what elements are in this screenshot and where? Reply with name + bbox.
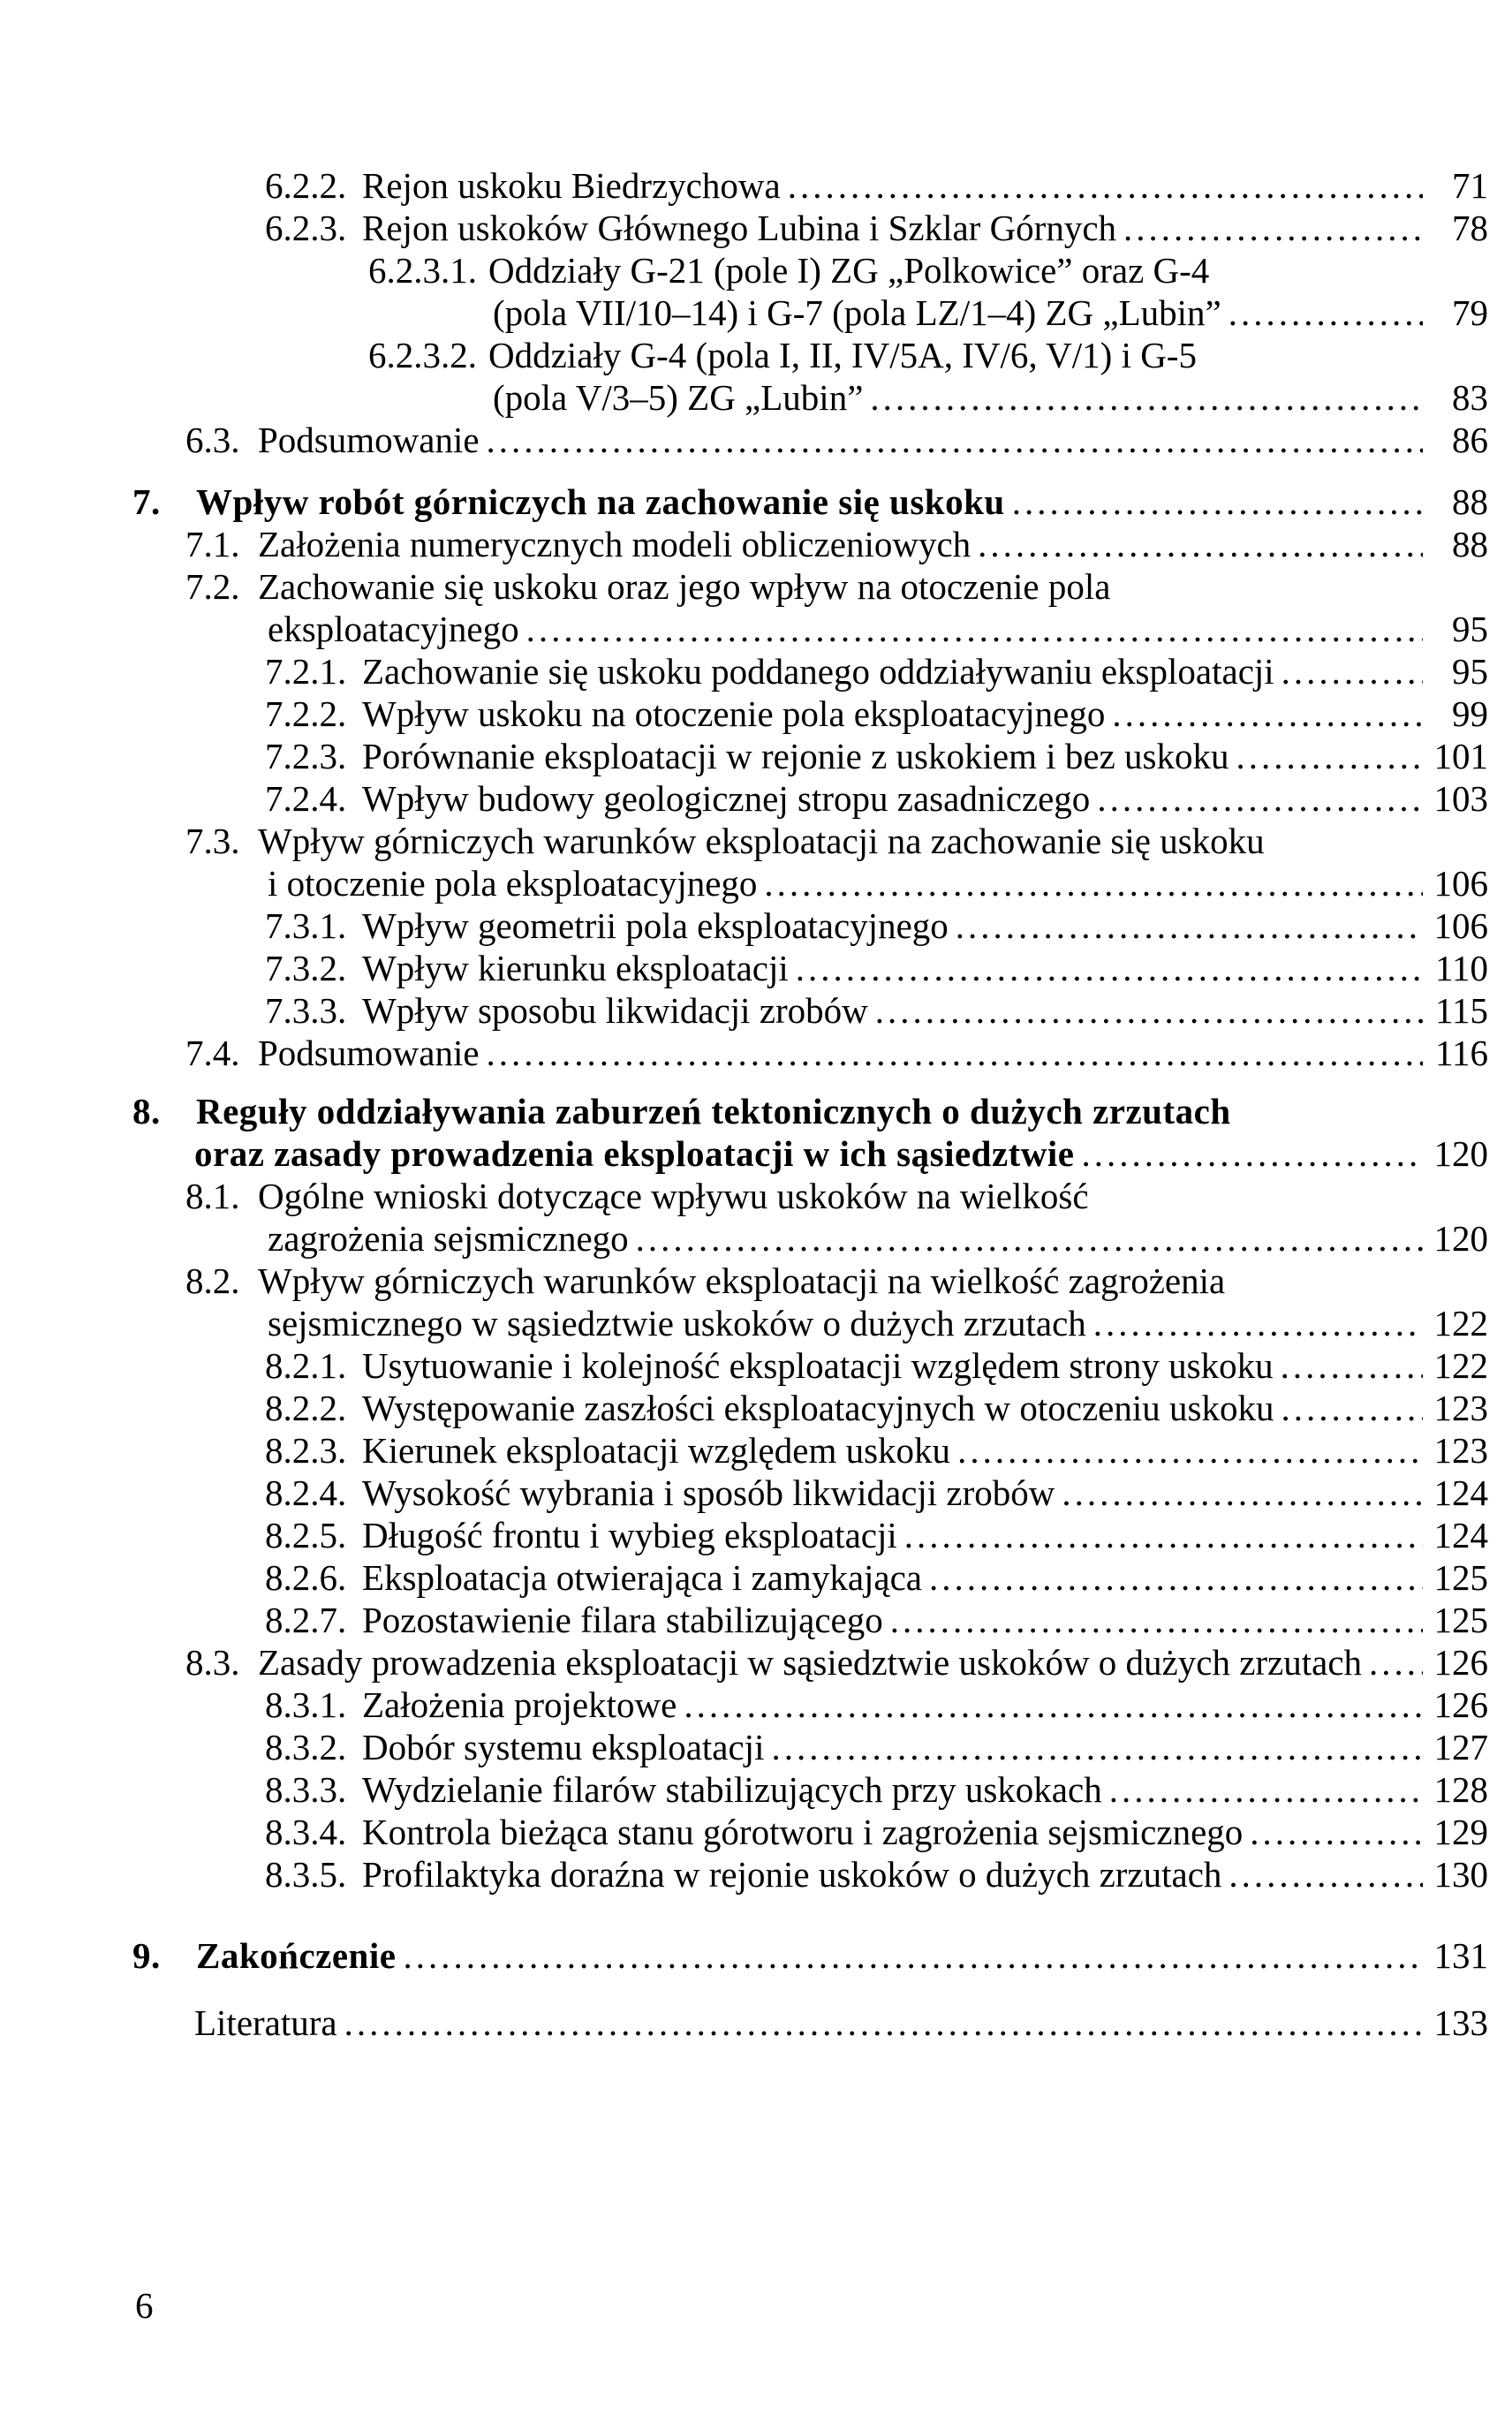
- toc-entry-number: 7.2.1.: [265, 651, 347, 692]
- toc-entry-title: Wpływ geometrii pola eksploatacyjnego: [362, 905, 949, 946]
- toc-page-number: 115: [1435, 990, 1488, 1031]
- toc-page-number: 106: [1433, 863, 1488, 904]
- toc-row-continuation: [0, 862, 1488, 904]
- toc-entry-number: 8.3.5.: [265, 1854, 347, 1895]
- toc-page-number: 124: [1433, 1515, 1488, 1555]
- toc-entry-title: Reguły oddziaływania zaburzeń tektonicznych o dużych zrzutach: [196, 1091, 1231, 1131]
- toc-page-number: 124: [1433, 1472, 1488, 1513]
- toc-entry-title: Występowanie zaszłości eksploatacyjnych w otoczeniu uskoku: [362, 1388, 1274, 1428]
- toc-page-number: 126: [1433, 1684, 1488, 1725]
- toc-entry-title: Porównanie eksploatacji w rejonie z uskokiem i bez uskoku: [362, 736, 1229, 776]
- toc-entry-title: Usytuowanie i kolejność eksploatacji względem strony uskoku: [362, 1345, 1274, 1386]
- dot-leader: [1090, 777, 1423, 820]
- toc-entry-number: 7.1.: [185, 524, 240, 564]
- toc-row: [0, 1726, 1488, 1768]
- toc-entry-title: Wydzielanie filarów stabilizujących przy uskokach: [362, 1769, 1102, 1810]
- toc-section-row: [0, 481, 1488, 523]
- toc-entry-title: (pola VII/10–14) i G-7 (pola LZ/1–4) ZG „Lubin”: [493, 292, 1221, 333]
- toc-row: [0, 989, 1488, 1032]
- toc-page-number: 116: [1435, 1033, 1488, 1073]
- toc-section-row: [0, 1090, 1488, 1132]
- toc-entry-number: 8.: [132, 1091, 161, 1131]
- dot-leader: [1362, 1641, 1423, 1684]
- toc-entry-number: 7.3.3.: [265, 990, 347, 1031]
- dot-leader: [781, 164, 1423, 207]
- toc-page-number: 123: [1433, 1430, 1488, 1471]
- toc-row: [0, 1472, 1488, 1514]
- dot-leader: [480, 419, 1423, 461]
- toc-entry-number: 7.3.: [185, 821, 240, 861]
- toc-section-row: [0, 1934, 1488, 1977]
- toc-entry-number: 6.2.3.1.: [368, 250, 477, 291]
- toc-row: [0, 1768, 1488, 1811]
- toc-row: [0, 419, 1488, 461]
- toc-entry-title: Długość frontu i wybieg eksploatacji: [362, 1515, 897, 1555]
- dot-leader: [1105, 692, 1423, 735]
- toc-row: [0, 1514, 1488, 1556]
- dot-leader: [897, 1514, 1423, 1556]
- toc-row: [0, 1684, 1488, 1726]
- toc-page-number: 79: [1452, 292, 1488, 333]
- toc-entry-title: Wpływ górniczych warunków eksploatacji na wielkość zagrożenia: [258, 1260, 1226, 1301]
- toc-row: [0, 820, 1488, 862]
- dot-leader: [677, 1684, 1423, 1726]
- toc-row-continuation: [0, 291, 1488, 334]
- toc-row: [0, 249, 1488, 291]
- dot-leader: [1221, 291, 1423, 334]
- toc-entry-title: Ogólne wnioski dotyczące wpływu uskoków na wielkość: [258, 1176, 1089, 1216]
- toc-row: [0, 777, 1488, 820]
- toc-row: [0, 1260, 1488, 1302]
- toc-page-number: 125: [1433, 1557, 1488, 1598]
- dot-leader: [789, 947, 1423, 989]
- toc-page-number: 120: [1433, 1218, 1488, 1259]
- toc-entry-title: Profilaktyka doraźna w rejonie uskoków o dużych zrzutach: [362, 1854, 1222, 1895]
- toc-entry-title: Wpływ sposobu likwidacji zrobów: [362, 990, 868, 1031]
- folio-page-number: 6: [135, 2285, 154, 2326]
- toc-page-number: 106: [1433, 905, 1488, 946]
- toc-entry-title: Zasady prowadzenia eksploatacji w sąsiedztwie uskoków o dużych zrzutach: [258, 1642, 1363, 1683]
- toc-entry-title: Kontrola bieżąca stanu górotworu i zagrożenia sejsmicznego: [362, 1812, 1244, 1852]
- toc-row: [0, 565, 1488, 608]
- toc-row: [0, 1344, 1488, 1387]
- toc-entry-number: 7.2.3.: [265, 736, 347, 776]
- toc-entry-title: Wpływ kierunku eksploatacji: [362, 948, 789, 988]
- toc-entry-number: 8.2.3.: [265, 1430, 347, 1471]
- toc-row: [0, 2002, 1488, 2044]
- toc-row: [0, 692, 1488, 735]
- toc-row: [0, 1387, 1488, 1429]
- toc-entry-number: 6.2.3.2.: [368, 335, 477, 375]
- toc-entry-title: Zachowanie się uskoku poddanego oddziaływaniu eksploatacji: [362, 651, 1274, 692]
- dot-leader: [1228, 735, 1423, 777]
- toc-entry-title: i otoczenie pola eksploatacyjnego: [268, 863, 758, 904]
- toc-entry-number: 7.2.4.: [265, 778, 347, 819]
- toc-page-number: 120: [1433, 1133, 1488, 1174]
- toc-entry-title: Oddziały G-21 (pole I) ZG „Polkowice” oraz G-4: [488, 250, 1210, 291]
- dot-leader: [1116, 207, 1423, 249]
- dot-leader: [1243, 1811, 1423, 1853]
- dot-leader: [1055, 1472, 1423, 1514]
- toc-entry-number: 8.2.: [185, 1260, 240, 1301]
- toc-row-continuation: [0, 1302, 1488, 1344]
- toc-page-number: 122: [1433, 1303, 1488, 1343]
- toc-row-continuation: [0, 608, 1488, 650]
- toc-page-number: 95: [1452, 651, 1488, 692]
- toc-entry-title: Oddziały G-4 (pola I, II, IV/5A, IV/6, V/1) i G-5: [488, 335, 1197, 375]
- dot-leader: [1274, 1344, 1423, 1387]
- dot-leader: [883, 1599, 1423, 1641]
- toc-entry-number: 7.3.2.: [265, 948, 347, 988]
- toc-page-number: 110: [1435, 948, 1488, 988]
- toc-entry-title: Wpływ budowy geologicznej stropu zasadniczego: [362, 778, 1091, 819]
- table-of-contents: [0, 164, 1488, 2044]
- toc-entry-title: Wpływ robót górniczych na zachowanie się uskoku: [196, 481, 1005, 522]
- toc-row: [0, 1032, 1488, 1074]
- toc-row-continuation: [0, 376, 1488, 419]
- toc-entry-title: Założenia numerycznych modeli obliczeniowych: [258, 524, 971, 564]
- dot-leader: [1005, 481, 1423, 523]
- toc-section-row-continuation: [0, 1132, 1488, 1175]
- toc-page-number: 128: [1433, 1769, 1488, 1810]
- toc-row: [0, 735, 1488, 777]
- dot-leader: [629, 1217, 1423, 1260]
- dot-leader: [337, 2002, 1423, 2044]
- toc-entry-title: sejsmicznego w sąsiedztwie uskoków o dużych zrzutach: [268, 1303, 1086, 1343]
- dot-leader: [950, 1429, 1423, 1472]
- toc-page-number: 130: [1433, 1854, 1488, 1895]
- toc-row: [0, 1853, 1488, 1896]
- toc-entry-number: 7.2.2.: [265, 693, 347, 734]
- toc-row-continuation: [0, 1217, 1488, 1260]
- toc-entry-number: 8.3.: [185, 1642, 240, 1683]
- toc-page-number: 88: [1452, 524, 1488, 564]
- toc-page-number: 126: [1433, 1642, 1488, 1683]
- toc-entry-number: 8.2.1.: [265, 1345, 347, 1386]
- toc-entry-title: eksploatacyjnego: [268, 609, 519, 649]
- dot-leader: [757, 862, 1423, 904]
- toc-page-number: 86: [1452, 420, 1488, 460]
- toc-entry-title: Podsumowanie: [258, 420, 480, 460]
- toc-entry-number: 8.2.2.: [265, 1388, 347, 1428]
- dot-leader: [1075, 1132, 1423, 1175]
- toc-entry-title: zagrożenia sejsmicznego: [268, 1218, 629, 1259]
- toc-entry-number: 7.2.: [185, 566, 240, 607]
- toc-page-number: 123: [1433, 1388, 1488, 1428]
- toc-page-number: 95: [1452, 609, 1488, 649]
- toc-entry-title: Założenia projektowe: [362, 1684, 677, 1725]
- toc-entry-number: 8.3.2.: [265, 1727, 347, 1767]
- toc-entry-title: oraz zasady prowadzenia eksploatacji w ich sąsiedztwie: [194, 1133, 1075, 1174]
- toc-entry-number: 7.4.: [185, 1033, 240, 1073]
- dot-leader: [949, 904, 1423, 947]
- toc-entry-title: Podsumowanie: [258, 1033, 480, 1073]
- toc-entry-title: Eksploatacja otwierająca i zamykająca: [362, 1557, 922, 1598]
- dot-leader: [1274, 650, 1423, 692]
- toc-page-number: 129: [1433, 1812, 1488, 1852]
- toc-page-number: 101: [1433, 736, 1488, 776]
- toc-row: [0, 1641, 1488, 1684]
- dot-leader: [1274, 1387, 1423, 1429]
- dot-leader: [519, 608, 1423, 650]
- toc-entry-title: Wpływ uskoku na otoczenie pola eksploatacyjnego: [362, 693, 1106, 734]
- toc-entry-number: 6.3.: [185, 420, 240, 460]
- toc-entry-title: Kierunek eksploatacji względem uskoku: [362, 1430, 951, 1471]
- toc-row: [0, 207, 1488, 249]
- toc-row: [0, 650, 1488, 692]
- toc-entry-title: Dobór systemu eksploatacji: [362, 1727, 765, 1767]
- toc-entry-title: Rejon uskoków Głównego Lubina i Szklar Górnych: [362, 208, 1117, 248]
- toc-row: [0, 947, 1488, 989]
- toc-entry-title: (pola V/3–5) ZG „Lubin”: [493, 377, 864, 418]
- toc-page-number: 83: [1452, 377, 1488, 418]
- toc-entry-number: 7.: [132, 481, 161, 522]
- toc-entry-number: 8.2.6.: [265, 1557, 347, 1598]
- toc-entry-number: 8.3.1.: [265, 1684, 347, 1725]
- toc-page-number: 103: [1433, 778, 1488, 819]
- toc-entry-number: 8.2.5.: [265, 1515, 347, 1555]
- toc-entry-number: 8.2.7.: [265, 1600, 347, 1640]
- toc-entry-number: 8.3.4.: [265, 1812, 347, 1852]
- toc-row: [0, 1429, 1488, 1472]
- toc-page-number: 78: [1452, 208, 1488, 248]
- toc-page-number: 99: [1452, 693, 1488, 734]
- toc-page-number: 133: [1433, 2002, 1488, 2043]
- toc-row: [0, 1599, 1488, 1641]
- dot-leader: [1086, 1302, 1423, 1344]
- toc-entry-number: 8.2.4.: [265, 1472, 347, 1513]
- toc-entry-number: 8.3.3.: [265, 1769, 347, 1810]
- toc-entry-title: Wpływ górniczych warunków eksploatacji na zachowanie się uskoku: [258, 821, 1265, 861]
- toc-page-number: 122: [1433, 1345, 1488, 1386]
- toc-row: [0, 164, 1488, 207]
- toc-entry-number: 8.1.: [185, 1176, 240, 1216]
- dot-leader: [764, 1726, 1423, 1768]
- dot-leader: [971, 523, 1423, 565]
- toc-row: [0, 1556, 1488, 1599]
- toc-page-number: 127: [1433, 1727, 1488, 1767]
- toc-page-number: 131: [1433, 1935, 1488, 1976]
- toc-entry-title: Zakończenie: [196, 1935, 397, 1976]
- dot-leader: [863, 376, 1423, 419]
- toc-row: [0, 1811, 1488, 1853]
- toc-entry-number: 9.: [132, 1935, 161, 1976]
- toc-row: [0, 523, 1488, 565]
- dot-leader: [480, 1032, 1423, 1074]
- toc-entry-number: 7.3.1.: [265, 905, 347, 946]
- toc-row: [0, 904, 1488, 947]
- toc-entry-title: Pozostawienie filara stabilizującego: [362, 1600, 883, 1640]
- toc-entry-title: Literatura: [194, 2002, 337, 2043]
- dot-leader: [1221, 1853, 1423, 1896]
- dot-leader: [396, 1934, 1423, 1977]
- toc-page-number: 125: [1433, 1600, 1488, 1640]
- toc-entry-number: 6.2.2.: [265, 165, 347, 206]
- dot-leader: [868, 989, 1423, 1032]
- toc-row: [0, 1175, 1488, 1217]
- toc-entry-title: Rejon uskoku Biedrzychowa: [362, 165, 781, 206]
- toc-entry-title: Zachowanie się uskoku oraz jego wpływ na otoczenie pola: [258, 566, 1111, 607]
- toc-page-number: 71: [1452, 165, 1488, 206]
- toc-row: [0, 334, 1488, 376]
- toc-entry-number: 6.2.3.: [265, 208, 347, 248]
- toc-page-number: 88: [1452, 481, 1488, 522]
- dot-leader: [922, 1556, 1423, 1599]
- dot-leader: [1102, 1768, 1423, 1811]
- toc-entry-title: Wysokość wybrania i sposób likwidacji zrobów: [362, 1472, 1055, 1513]
